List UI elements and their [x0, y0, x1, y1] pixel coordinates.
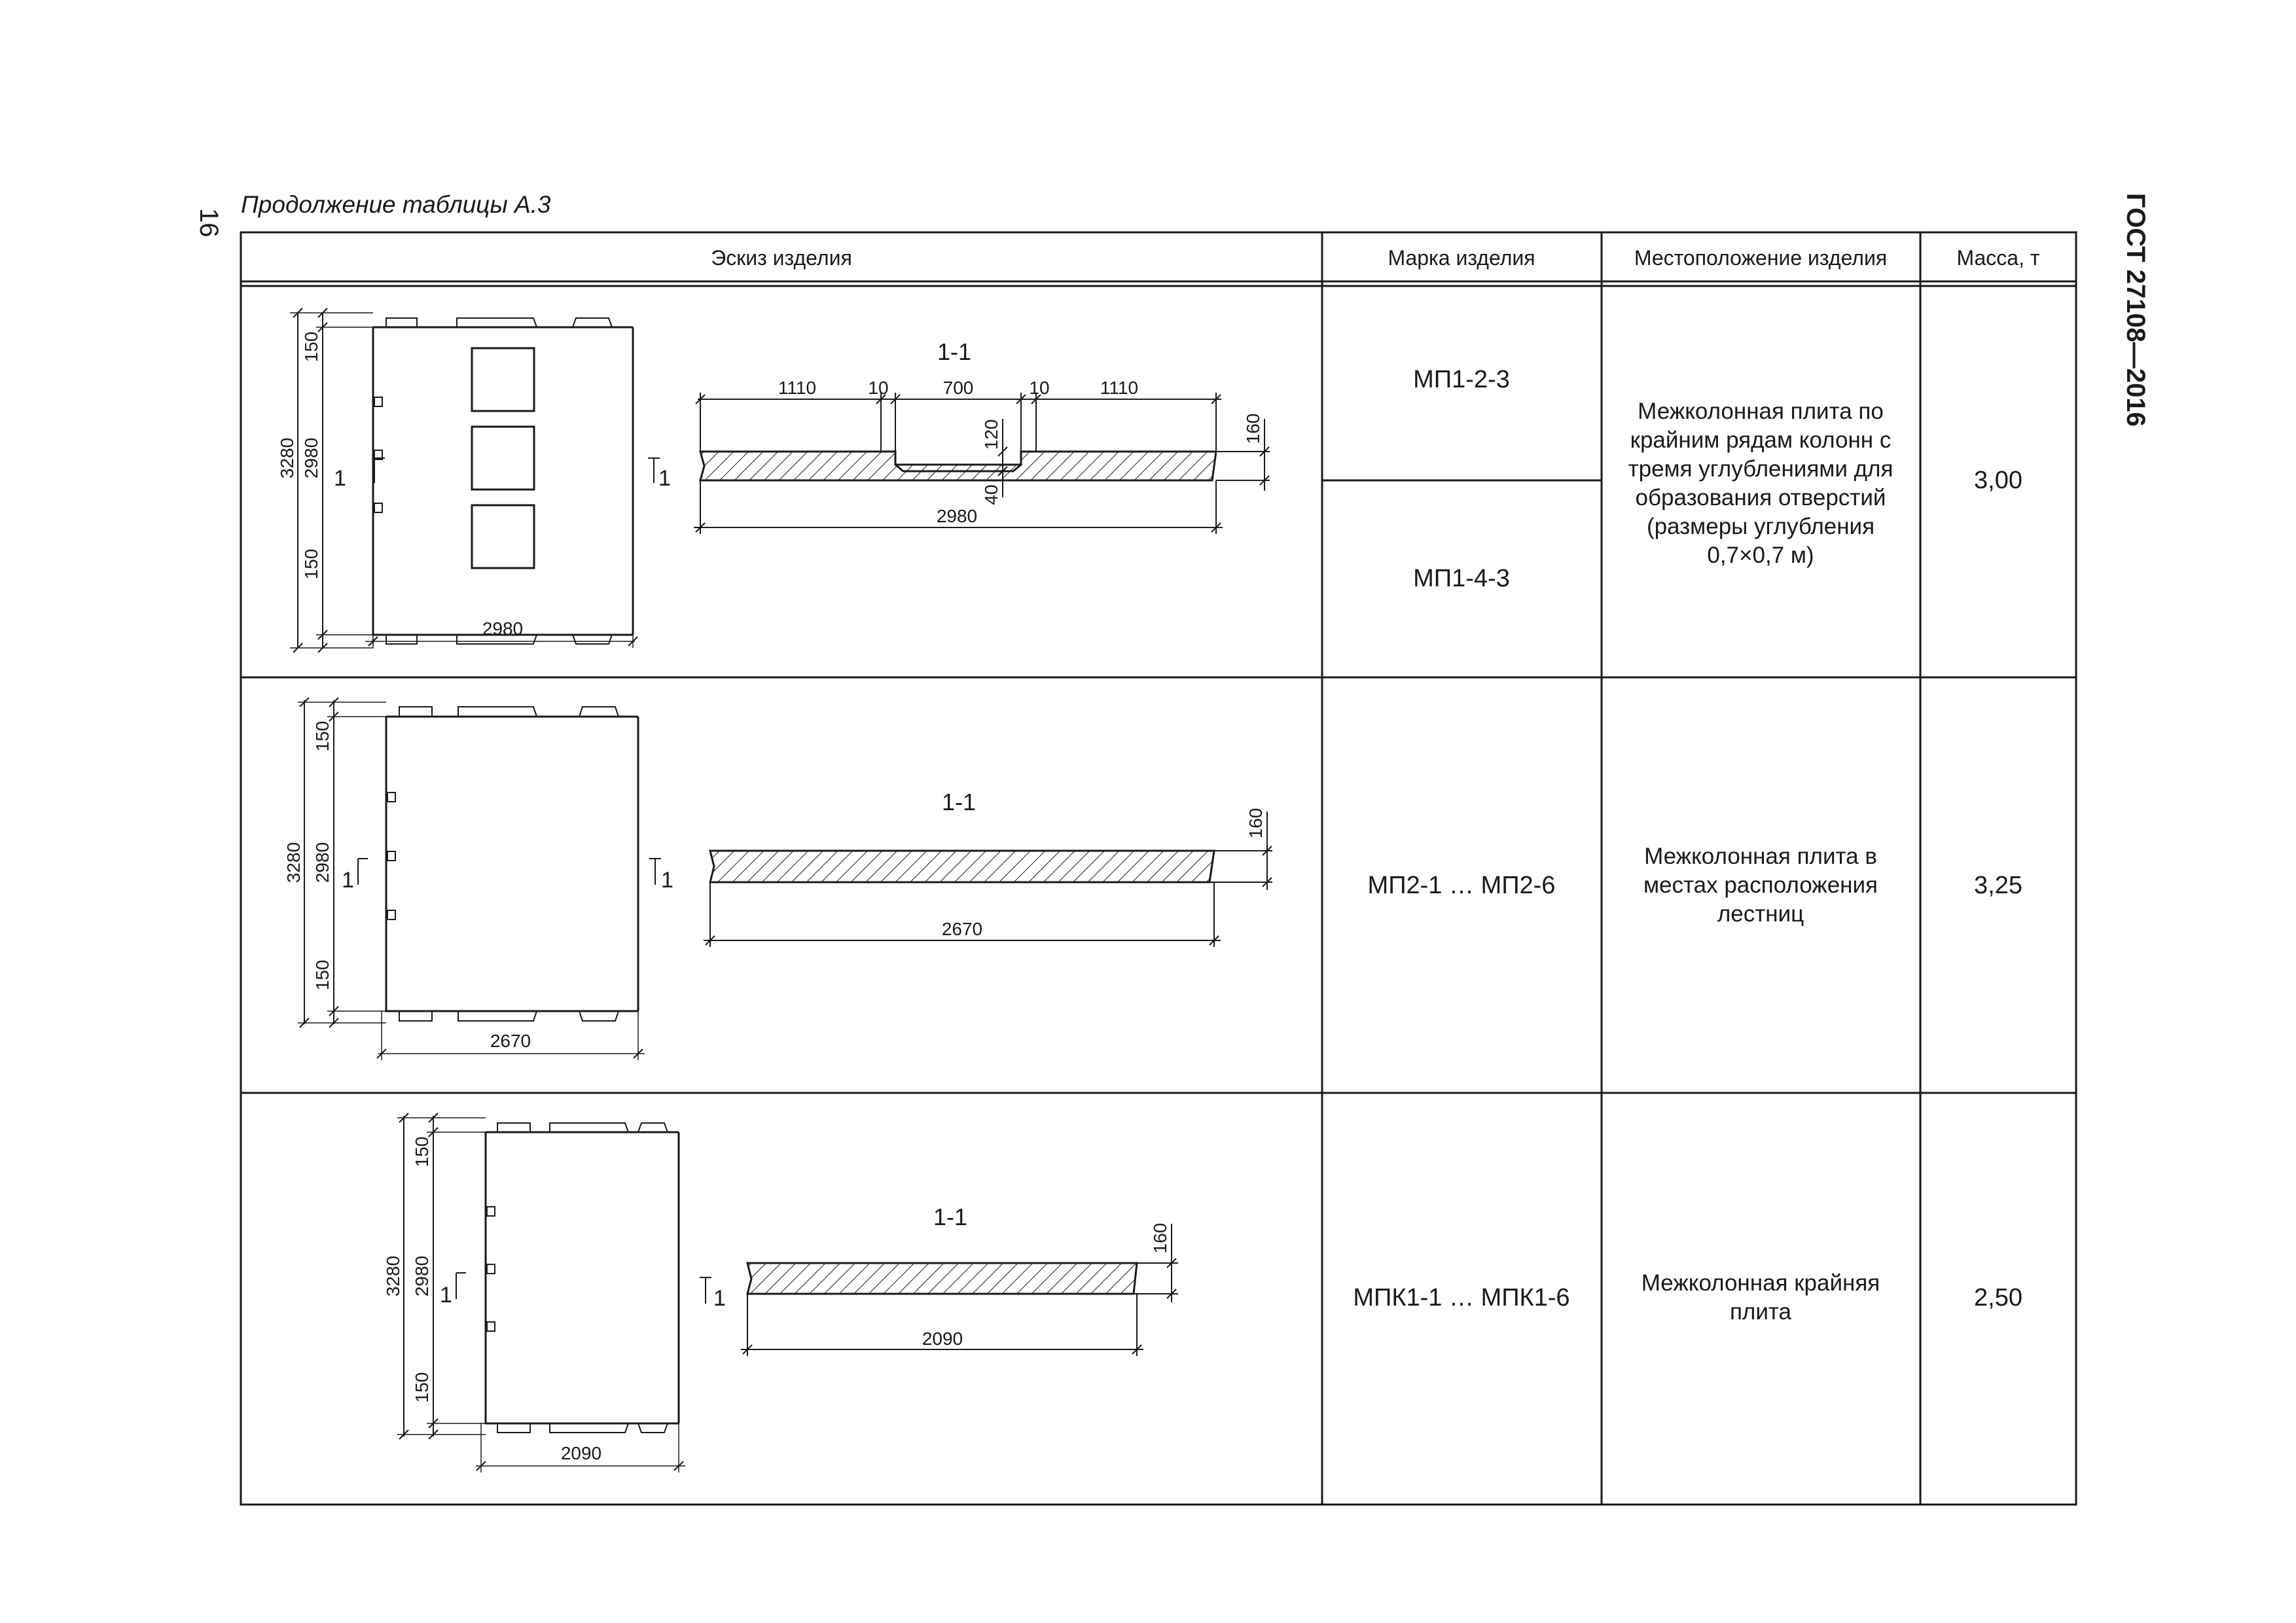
table-caption: Продолжение таблицы А.3	[241, 191, 551, 218]
location-line: (размеры углубления	[1646, 514, 1875, 539]
dim-recess-depth: 120	[981, 419, 1001, 450]
dim-section-segment: 1110	[778, 378, 817, 398]
location-line: тремя углублениями для	[1628, 456, 1893, 482]
dim-section-thickness: 160	[1150, 1222, 1170, 1254]
page-number: 16	[194, 208, 223, 238]
dim-plan-edge-top: 150	[301, 331, 321, 363]
dim-section-segment: 10	[868, 378, 889, 398]
dim-plan-edge-top: 150	[412, 1136, 432, 1168]
dim-section-thickness: 160	[1243, 413, 1263, 444]
product-location	[1628, 399, 1893, 568]
header-mark: Марка изделия	[1388, 246, 1535, 270]
dim-plan-inner: 2980	[301, 437, 321, 479]
location-line: Межколонная плита в	[1644, 844, 1877, 869]
product-mass: 3,00	[1974, 467, 2022, 494]
table-row	[383, 1113, 2022, 1472]
location-line: 0,7×0,7 м)	[1707, 543, 1814, 568]
dim-plan-edge-bottom: 150	[312, 959, 332, 991]
dim-plan-edge-top: 150	[312, 721, 332, 752]
dim-section-length: 2980	[936, 506, 978, 526]
dim-plan-width: 2090	[560, 1443, 602, 1463]
header-sketch: Эскиз изделия	[711, 246, 852, 270]
dim-section-length: 2090	[922, 1329, 963, 1349]
product-location	[1643, 844, 1878, 927]
location-line: Межколонная крайняя	[1641, 1270, 1880, 1296]
cut-mark-label: 1	[334, 466, 346, 491]
location-line: местах расположения	[1643, 872, 1878, 898]
section-title: 1-1	[933, 1204, 968, 1230]
dim-section-segment: 10	[1029, 378, 1050, 398]
section-view	[694, 393, 1270, 534]
dim-plan-inner: 2980	[312, 842, 332, 883]
section-title: 1-1	[941, 789, 977, 815]
dim-plan-width: 2670	[490, 1031, 531, 1051]
dim-plan-total: 3280	[283, 842, 304, 883]
dim-section-thickness: 160	[1246, 808, 1266, 839]
dim-section-segment: 1110	[1100, 378, 1139, 398]
product-sketch	[383, 1113, 1178, 1472]
product-sketch	[283, 698, 1272, 1060]
dim-plan-total: 3280	[383, 1255, 403, 1297]
dim-recess-bottom: 40	[981, 484, 1001, 505]
table-header	[711, 246, 2040, 270]
cut-mark-label: 1	[342, 868, 354, 893]
product-location	[1641, 1270, 1880, 1325]
section-view	[704, 812, 1272, 947]
table-row	[283, 698, 2022, 1060]
dim-plan-total: 3280	[277, 437, 297, 479]
dim-plan-edge-bottom: 150	[412, 1372, 432, 1403]
product-mark: МП2-1 … МП2-6	[1367, 872, 1556, 899]
cut-mark-label: 1	[661, 868, 673, 893]
product-mark: МП1-2-3	[1413, 366, 1510, 393]
location-line: лестниц	[1717, 901, 1804, 927]
standard-designation: ГОСТ 27108—2016	[2121, 193, 2150, 427]
product-mark: МП1-4-3	[1413, 565, 1510, 592]
dim-section-length: 2670	[941, 919, 983, 939]
section-title: 1-1	[937, 338, 972, 365]
product-mass: 3,25	[1974, 872, 2022, 899]
dim-plan-inner: 2980	[412, 1255, 432, 1297]
product-sketch	[277, 308, 1270, 652]
cut-mark-label: 1	[713, 1286, 726, 1311]
table-row	[277, 308, 2022, 652]
location-line: крайним рядам колонн с	[1630, 427, 1892, 453]
cut-mark-label: 1	[440, 1283, 452, 1308]
header-mass: Масса, т	[1956, 246, 2040, 270]
dim-plan-edge-bottom: 150	[301, 548, 321, 580]
dim-plan-width: 2980	[482, 618, 524, 639]
product-mark: МПК1-1 … МПК1-6	[1353, 1284, 1570, 1311]
dim-section-segment: 700	[942, 378, 974, 398]
location-line: образования отверстий	[1635, 485, 1886, 510]
location-line: Межколонная плита по	[1638, 399, 1884, 424]
header-location: Местоположение изделия	[1634, 246, 1888, 270]
product-mass: 2,50	[1974, 1284, 2022, 1311]
location-line: плита	[1729, 1299, 1792, 1325]
cut-mark-label: 1	[658, 466, 671, 491]
